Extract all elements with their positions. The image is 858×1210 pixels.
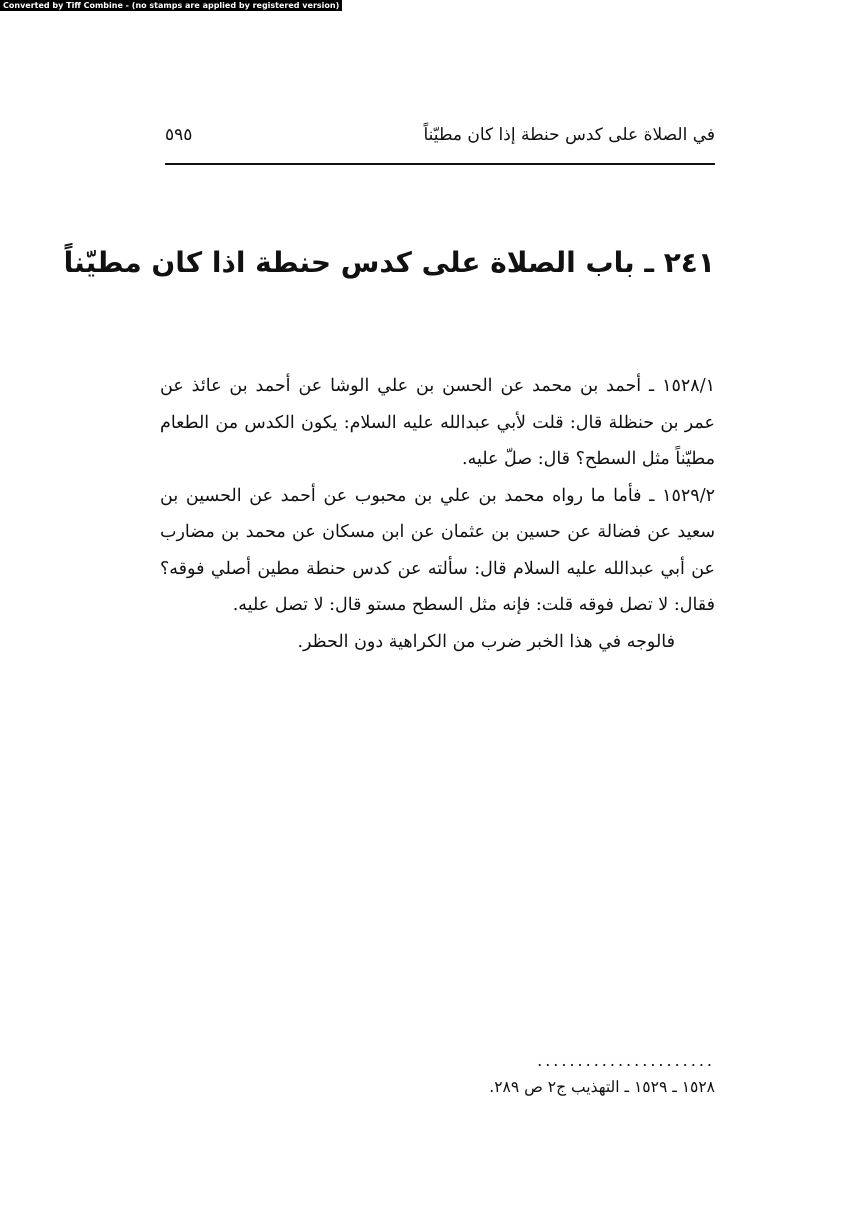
running-header (165, 122, 715, 152)
commentary-paragraph: فالوجه في هذا الخبر ضرب من الكراهية دون الحظر. (297, 631, 675, 652)
running-title: في الصلاة على كدس حنطة إذا كان مطيّناً (423, 125, 715, 145)
footnote-area (165, 1050, 715, 1102)
body-text (160, 368, 715, 660)
hadith-paragraph-1528: ١٥٢٨/١ ـ أحمد بن محمد عن الحسن بن علي الوشا عن أحمد بن عائذ عن عمر بن حنظلة قال: قلت لأبي عبدالله عليه السلام: يكون الكدس من الطعام مطيّناً مثل السطح؟ قال: صلّ عليه. (160, 376, 715, 469)
page-number: ٥٩٥ (165, 125, 193, 145)
converter-banner: Converted by Tiff Combine - (no stamps are applied by registered version) (0, 0, 342, 11)
chapter-title: ٢٤١ ـ باب الصلاة على كدس حنطة اذا كان مطيّناً (63, 246, 715, 279)
hadith-paragraph-1529: ١٥٢٩/٢ ـ فأما ما رواه محمد بن علي بن محبوب عن أحمد عن الحسين بن سعيد عن فضالة عن حسين بن عثمان عن ابن مسكان عن محمد بن مضارب عن أبي عبدالله عليه السلام قال: سألته عن كدس حنطة مطين أصلي فوقه؟ فقال: لا تصل فوقه قلت: فإنه مثل السطح مستو قال: لا تصل عليه. (160, 485, 715, 615)
footnote-text: ١٥٢٨ ـ ١٥٢٩ ـ التهذيب ج٢ ص ٢٨٩. (489, 1078, 715, 1096)
header-divider (165, 163, 715, 165)
footnote-divider: ...................... (537, 1051, 715, 1070)
